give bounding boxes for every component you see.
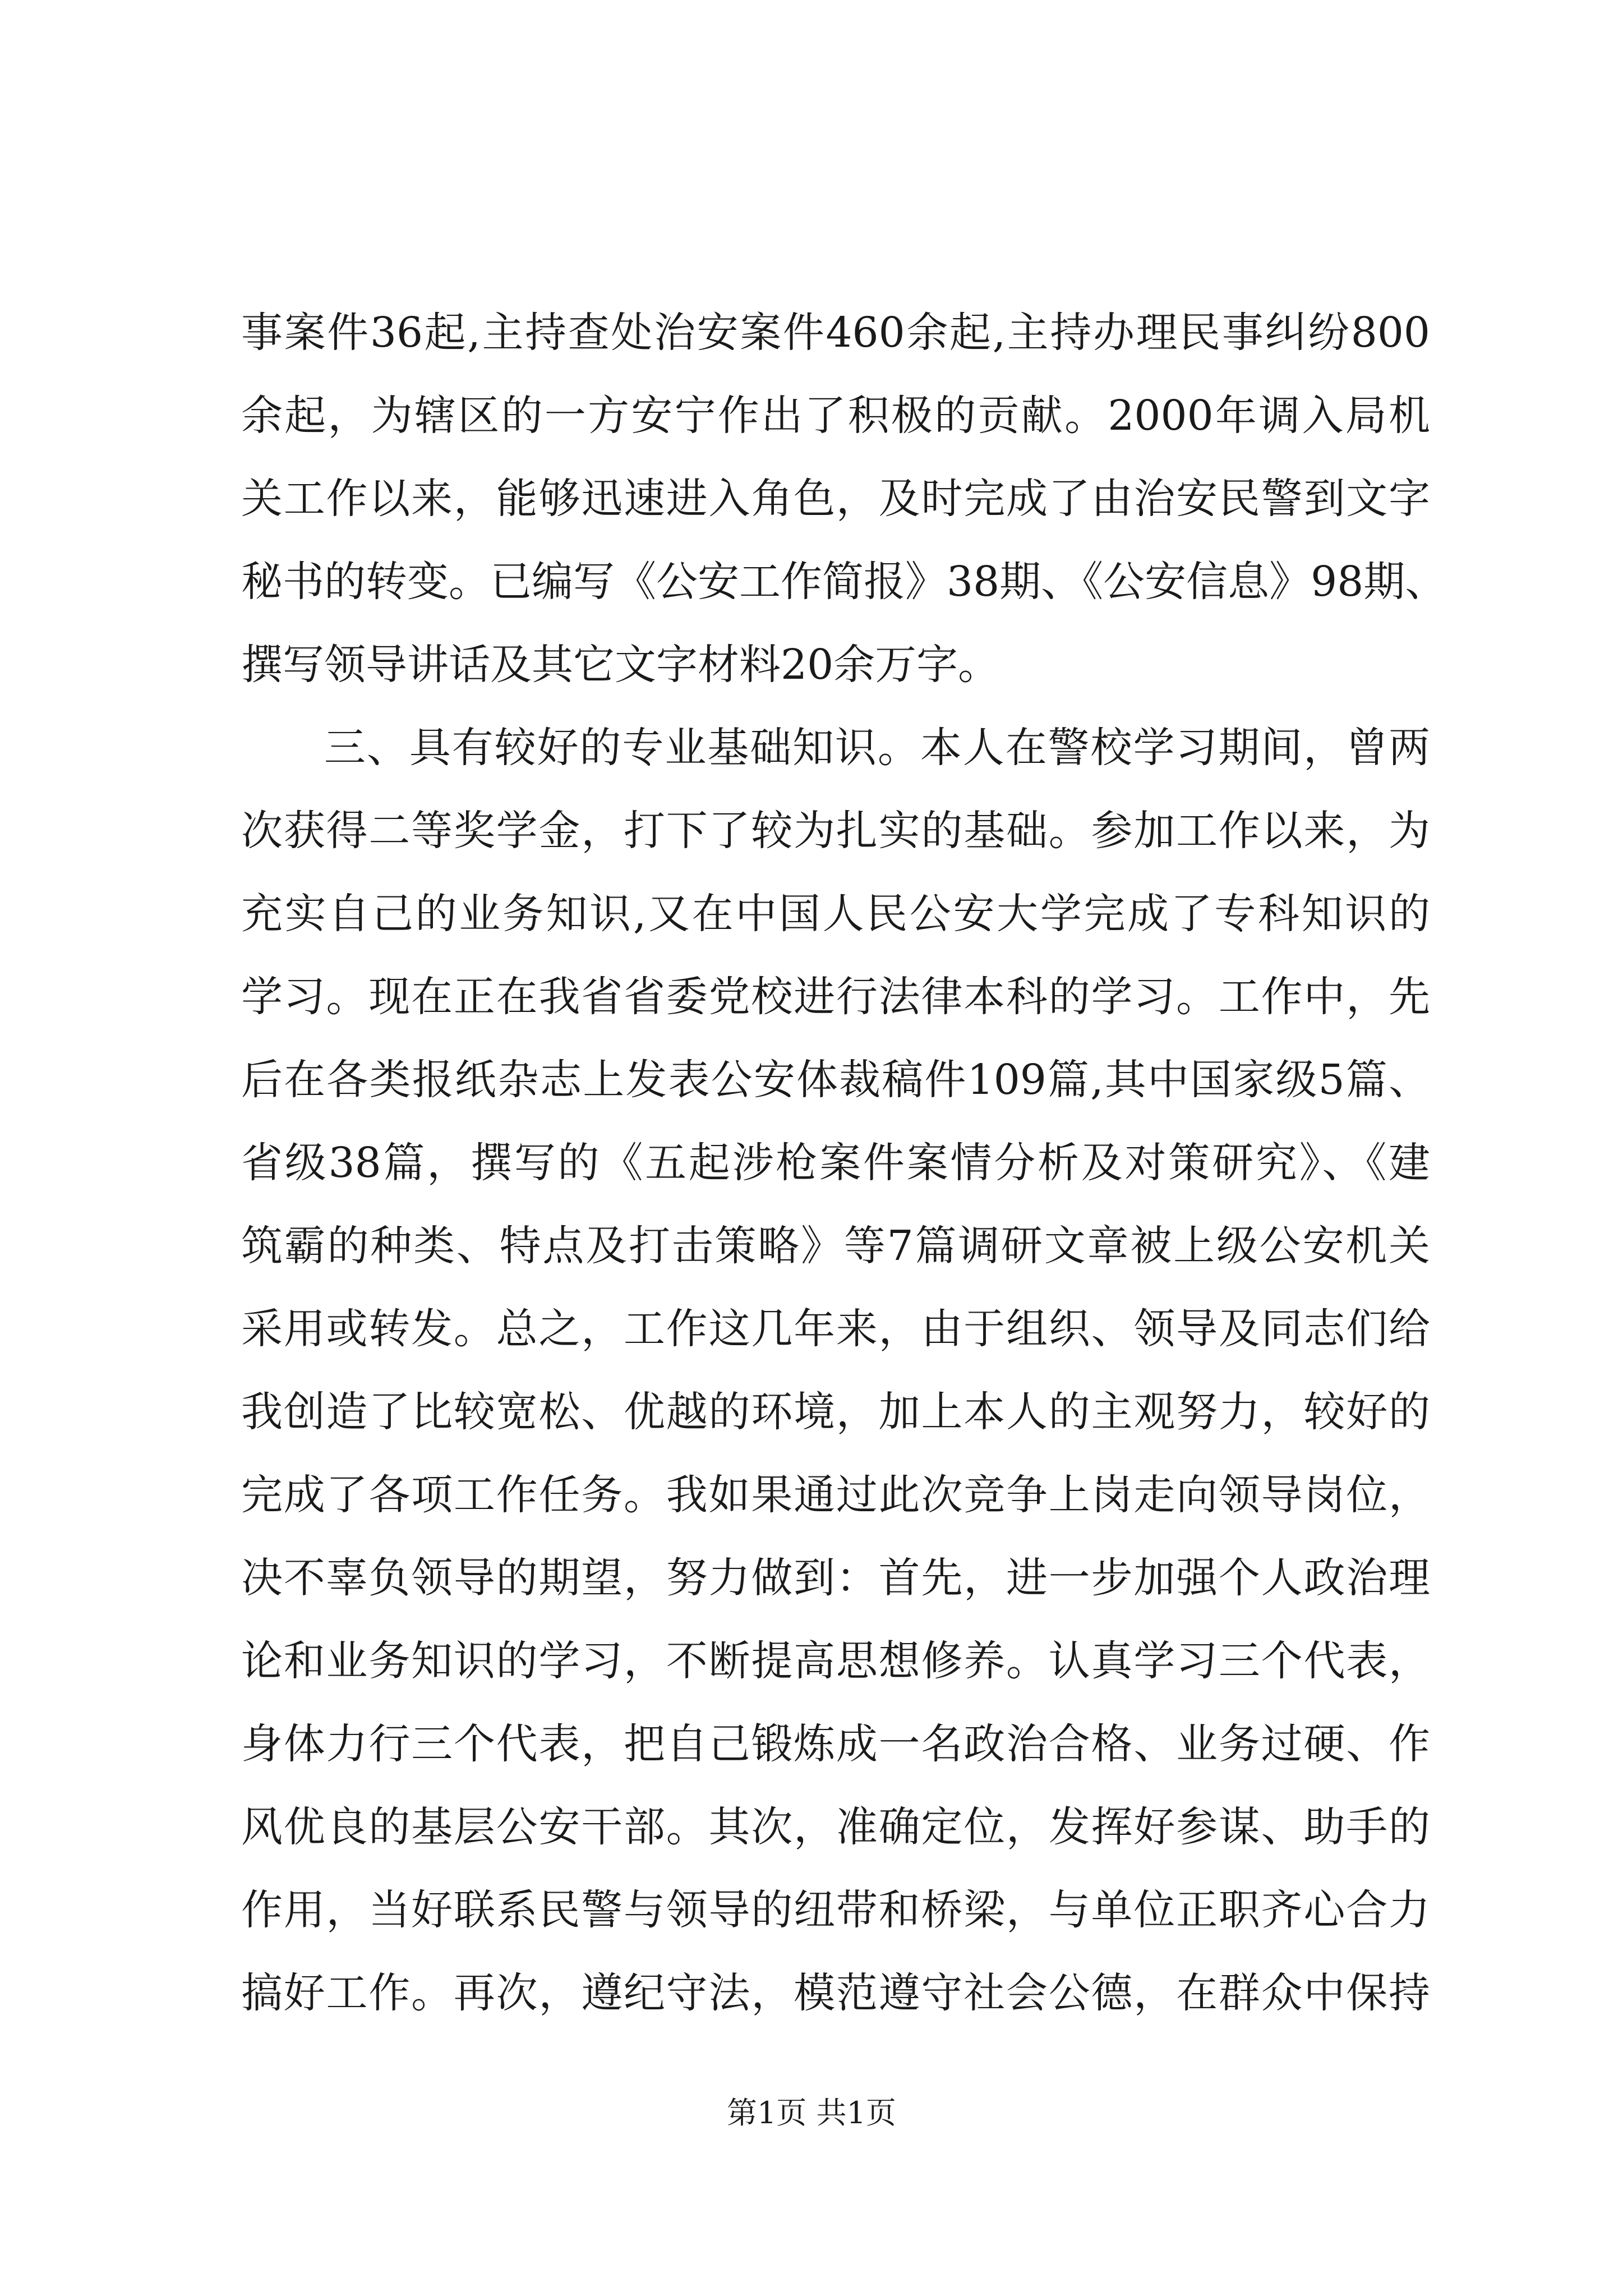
body-text-line: 作用，当好联系民警与领导的纽带和桥梁，与单位正职齐心合力 [241,1886,1430,1934]
body-text-line: 事案件36起,主持查处治安案件460余起,主持办理民事纠纷800 [241,309,1430,357]
body-text-line: 我创造了比较宽松、优越的环境，加上本人的主观努力，较好的 [241,1388,1430,1436]
body-text-line: 筑霸的种类、特点及打击策略》等7篇调研文章被上级公安机关 [241,1222,1430,1270]
body-text-line: 搞好工作。再次，遵纪守法，模范遵守社会公德，在群众中保持 [241,1969,1430,2017]
body-text-line: 秘书的转变。已编写《公安工作简报》38期、《公安信息》98期、 [241,558,1447,606]
body-text-line: 余起，为辖区的一方安宁作出了积极的贡献。2000年调入局机 [241,392,1430,440]
body-text-line: 论和业务知识的学习，不断提高思想修养。认真学习三个代表， [241,1637,1430,1685]
body-text-line: 次获得二等奖学金，打下了较为扎实的基础。参加工作以来，为 [241,807,1430,855]
paragraph-first-line: 三、具有较好的专业基础知识。本人在警校学习期间，曾两 [324,724,1430,772]
page-number-footer: 第1页 共1页 [727,2095,896,2131]
body-text-line: 完成了各项工作任务。我如果通过此次竞争上岗走向领导岗位， [241,1471,1430,1519]
body-text-line: 采用或转发。总之，工作这几年来，由于组织、领导及同志们给 [241,1305,1430,1353]
body-text-line: 充实自己的业务知识,又在中国人民公安大学完成了专科知识的 [241,890,1430,938]
body-text-line: 学习。现在正在我省省委党校进行法律本科的学习。工作中，先 [241,973,1430,1021]
body-text-line: 风优良的基层公安干部。其次，准确定位，发挥好参谋、助手的 [241,1803,1430,1851]
body-text-line: 省级38篇，撰写的《五起涉枪案件案情分析及对策研究》、《建 [241,1139,1430,1187]
body-text-line: 决不辜负领导的期望，努力做到：首先，进一步加强个人政治理 [241,1554,1430,1602]
body-text-line: 关工作以来，能够迅速进入角色，及时完成了由治安民警到文字 [241,475,1430,523]
body-text-line: 身体力行三个代表，把自己锻炼成一名政治合格、业务过硬、作 [241,1720,1430,1768]
body-text-line: 后在各类报纸杂志上发表公安体裁稿件109篇,其中国家级5篇、 [241,1056,1430,1104]
body-text-line: 撰写领导讲话及其它文字材料20余万字。 [241,641,1000,689]
